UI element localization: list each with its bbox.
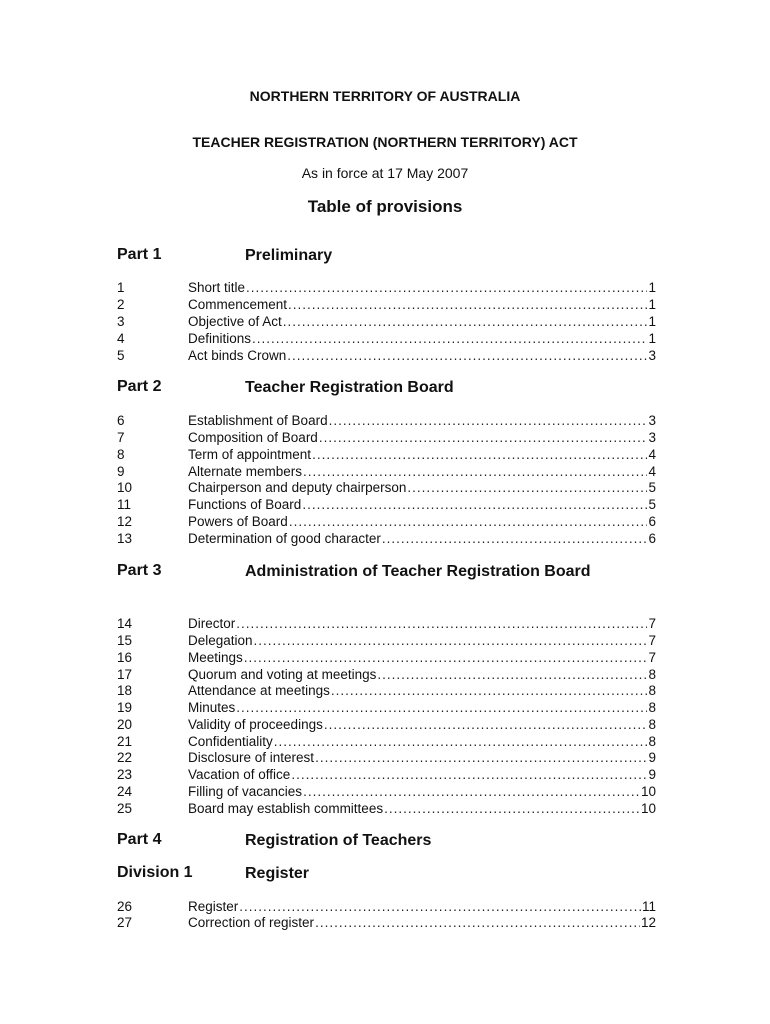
dot-leader: [302, 496, 647, 513]
section-title: Establishment of Board: [188, 413, 328, 428]
page-number: 10: [640, 801, 656, 816]
section-number: 23: [117, 767, 133, 782]
toc-entry[interactable]: [117, 330, 656, 347]
dot-leader: [331, 682, 648, 699]
toc-entry[interactable]: [117, 463, 656, 480]
section-number: 6: [117, 413, 125, 428]
page-number: 6: [648, 514, 656, 529]
section-number: 4: [117, 331, 125, 346]
toc-entry[interactable]: [117, 313, 656, 330]
toc-entry[interactable]: [117, 666, 656, 683]
part-4-label: Part 4: [117, 831, 162, 848]
page-number: 6: [648, 531, 656, 546]
page-number: 8: [648, 683, 656, 698]
page-number: 8: [648, 700, 656, 715]
dot-leader: [246, 279, 647, 296]
page-number: 7: [648, 650, 656, 665]
toc-entry[interactable]: [117, 716, 656, 733]
toc-entry[interactable]: [117, 682, 656, 699]
toc-entry[interactable]: [117, 615, 656, 632]
section-number: 18: [117, 683, 133, 698]
page-number: 8: [648, 734, 656, 749]
dot-leader: [287, 347, 647, 364]
section-title: Delegation: [188, 633, 253, 648]
page-number: 9: [648, 767, 656, 782]
section-title: Commencement: [188, 297, 288, 312]
dot-leader: [291, 766, 647, 783]
dot-leader: [384, 800, 640, 817]
section-number: 13: [117, 531, 133, 546]
page-number: 10: [640, 784, 656, 799]
dot-leader: [236, 699, 647, 716]
section-number: 17: [117, 667, 133, 682]
dot-leader: [303, 463, 647, 480]
toc-entry[interactable]: [117, 898, 656, 915]
section-title: Filling of vacancies: [188, 784, 303, 799]
division-1-label: Division 1: [117, 864, 193, 881]
dot-leader: [315, 749, 647, 766]
page-number: 12: [640, 915, 656, 930]
toc-entry[interactable]: [117, 429, 656, 446]
section-title: Confidentiality: [188, 734, 273, 749]
toc-entry[interactable]: [117, 649, 656, 666]
section-title: Validity of proceedings: [188, 717, 323, 732]
toc-entry[interactable]: [117, 279, 656, 296]
page-number: 1: [648, 280, 656, 295]
toc-entry[interactable]: [117, 412, 656, 429]
section-number: 12: [117, 514, 133, 529]
section-number: 25: [117, 801, 133, 816]
jurisdiction-heading: NORTHERN TERRITORY OF AUSTRALIA: [249, 88, 521, 104]
dot-leader: [303, 783, 640, 800]
toc-entry[interactable]: [117, 749, 656, 766]
section-number: 7: [117, 430, 125, 445]
part-4-title: Registration of Teachers: [245, 832, 432, 849]
part-3-title: Administration of Teacher Registration Board: [245, 563, 591, 580]
page-number: 5: [648, 480, 656, 495]
section-number: 11: [117, 497, 132, 512]
toc-entry[interactable]: [117, 632, 656, 649]
page-number: 8: [648, 667, 656, 682]
dot-leader: [236, 615, 647, 632]
dot-leader: [329, 412, 648, 429]
section-title: Correction of register: [188, 915, 315, 930]
section-number: 15: [117, 633, 133, 648]
section-title: Definitions: [188, 331, 252, 346]
section-title: Disclosure of interest: [188, 750, 315, 765]
page-number: 5: [648, 497, 656, 512]
page-number: 3: [648, 348, 656, 363]
section-title: Alternate members: [188, 464, 303, 479]
dot-leader: [244, 649, 648, 666]
section-title: Functions of Board: [188, 497, 302, 512]
page-number: 7: [648, 616, 656, 631]
dot-leader: [319, 429, 648, 446]
page-number: 4: [648, 464, 656, 479]
section-number: 21: [117, 734, 133, 749]
section-title: Register: [188, 899, 239, 914]
section-number: 22: [117, 750, 133, 765]
dot-leader: [315, 914, 640, 931]
section-title: Term of appointment: [188, 447, 312, 462]
page-number: 11: [641, 899, 656, 914]
part-2-label: Part 2: [117, 378, 162, 395]
section-title: Objective of Act: [188, 314, 282, 329]
dot-leader: [283, 313, 648, 330]
section-title: Attendance at meetings: [188, 683, 330, 698]
in-force-date: As in force at 17 May 2007: [301, 165, 469, 181]
page-number: 8: [648, 717, 656, 732]
dot-leader: [274, 733, 648, 750]
section-number: 8: [117, 447, 125, 462]
dot-leader: [252, 330, 647, 347]
section-title: Meetings: [188, 650, 243, 665]
dot-leader: [377, 666, 647, 683]
section-number: 27: [117, 915, 133, 930]
toc-entry[interactable]: [117, 766, 656, 783]
page-number: 1: [648, 297, 656, 312]
part-3-label: Part 3: [117, 562, 162, 579]
dot-leader: [312, 446, 647, 463]
section-title: Minutes: [188, 700, 236, 715]
section-title: Determination of good character: [188, 531, 381, 546]
toc-entry[interactable]: [117, 530, 656, 547]
section-title: Quorum and voting at meetings: [188, 667, 377, 682]
section-number: 9: [117, 464, 125, 479]
section-number: 10: [117, 480, 133, 495]
section-title: Director: [188, 616, 236, 631]
page-number: 1: [648, 331, 656, 346]
section-number: 24: [117, 784, 133, 799]
dot-leader: [382, 530, 648, 547]
dot-leader: [407, 479, 647, 496]
page-number: 9: [648, 750, 656, 765]
dot-leader: [324, 716, 648, 733]
toc-entry[interactable]: [117, 783, 656, 800]
dot-leader: [239, 898, 641, 915]
section-title: Vacation of office: [188, 767, 291, 782]
section-number: 2: [117, 297, 125, 312]
division-1-title: Register: [245, 865, 310, 882]
dot-leader: [289, 513, 648, 530]
dot-leader: [254, 632, 648, 649]
dot-leader: [288, 296, 647, 313]
page-number: 7: [648, 633, 656, 648]
page-number: 3: [648, 413, 656, 428]
section-title: Act binds Crown: [188, 348, 287, 363]
part-1-label: Part 1: [117, 246, 162, 263]
page-number: 1: [648, 314, 656, 329]
section-number: 1: [117, 280, 125, 295]
toc-entry[interactable]: [117, 347, 656, 364]
section-number: 26: [117, 899, 133, 914]
act-title: TEACHER REGISTRATION (NORTHERN TERRITORY) ACT: [192, 134, 578, 150]
toc-heading: Table of provisions: [307, 197, 463, 216]
toc-entry[interactable]: [117, 733, 656, 750]
toc-entry[interactable]: [117, 496, 656, 513]
page-number: 4: [648, 447, 656, 462]
toc-entry[interactable]: [117, 914, 656, 931]
part-2-title: Teacher Registration Board: [245, 379, 454, 396]
section-title: Short title: [188, 280, 246, 295]
toc-entry[interactable]: [117, 446, 656, 463]
toc-entry[interactable]: [117, 513, 656, 530]
page-number: 3: [648, 430, 656, 445]
section-title: Composition of Board: [188, 430, 318, 445]
section-number: 3: [117, 314, 125, 329]
section-number: 14: [117, 616, 133, 631]
section-number: 19: [117, 700, 133, 715]
section-title: Powers of Board: [188, 514, 288, 529]
section-number: 20: [117, 717, 133, 732]
part-1-title: Preliminary: [245, 247, 333, 264]
section-title: Board may establish committees: [188, 801, 384, 816]
toc-entry[interactable]: [117, 479, 656, 496]
toc-entry[interactable]: [117, 699, 656, 716]
toc-entry[interactable]: [117, 296, 656, 313]
section-number: 16: [117, 650, 133, 665]
toc-entry[interactable]: [117, 800, 656, 817]
section-title: Chairperson and deputy chairperson: [188, 480, 407, 495]
section-number: 5: [117, 348, 125, 363]
